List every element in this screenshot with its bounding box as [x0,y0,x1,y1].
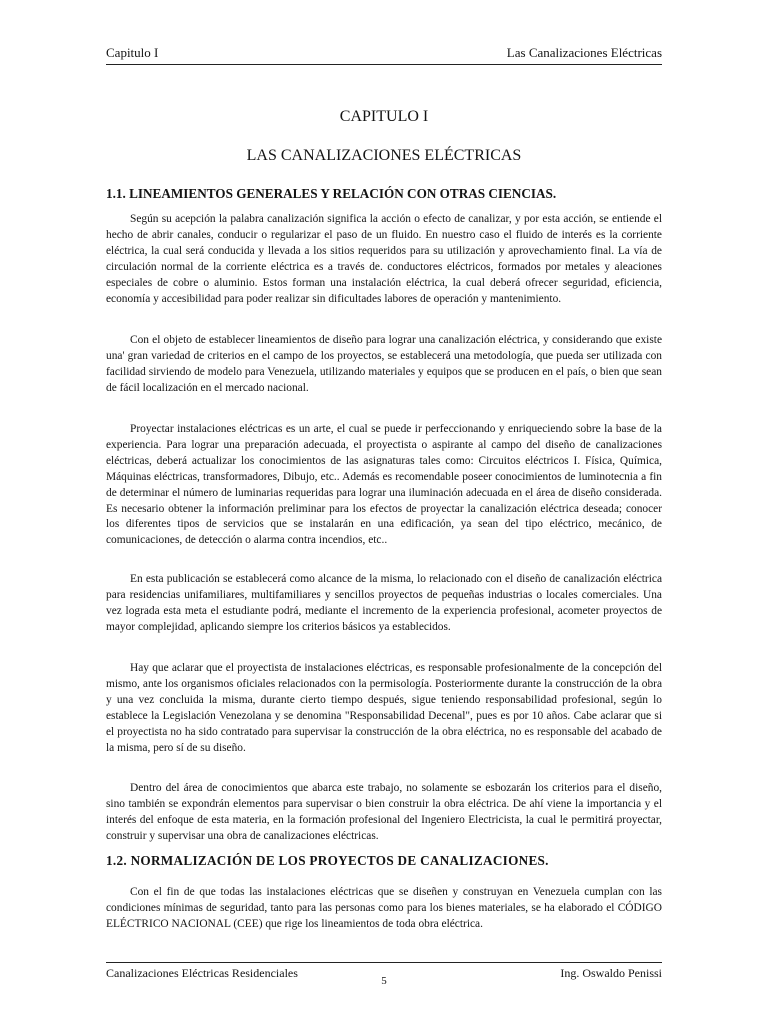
paragraph: Según su acepción la palabra canalización significa la acción o efecto de canalizar, y por esta acción, se entiende el hecho de abrir canales, conducir o regularizar el paso de un fluido. En nuestro caso el fluido de interés es la corriente eléctrica, la cual será conducida y llevada a los sitios requeridos para su utilización y aprovechamiento final. La vía de circulación normal de la corriente eléctrica es a través de. conductores eléctricos, formados por metales y aleaciones especiales de cobre o aluminio. Estos forman una instalación eléctrica, la cual deberá ofrecer seguridad, eficiencia, economía y accesibilidad para poder realizar sin dificultades labores de operación y mantenimiento. [106,213,662,305]
paragraph: Con el objeto de establecer lineamientos de diseño para lograr una canalización eléctrica, y considerando que existe una' gran variedad de criterios en el campo de los proyectos, se establecerá una metodología, que pueda ser utilizada con facilidad sirviendo de modelo para Venezuela, utilizando materiales y equipos que se producen en el país, o bien que sean de fácil localización en el mercado nacional. [106,334,662,394]
chapter-number: CAPITULO I [339,108,429,125]
footer-book-title: Canalizaciones Eléctricas Residenciales [106,966,298,980]
footer-author: Ing. Oswaldo Penissi [560,966,662,980]
page-number: 5 [381,975,387,987]
paragraph: Dentro del área de conocimientos que abarca este trabajo, no solamente se esbozarán los criterios para el diseño, sino también se expondrán elementos para supervisar o bien construir la obra eléctrica. De ahí viene la importancia y el interés del enfoque de esta materia, en la formación profesional del Ingeniero Electricista, la cual le permitirá proyectar, construir y supervisar una obra de canalizaciones eléctricas. [106,782,662,842]
paragraph: Proyectar instalaciones eléctricas es un arte, el cual se puede ir perfeccionando y enriqueciendo sobre la base de la experiencia. Para lograr una preparación adecuada, el proyectista o aspirante al campo del diseño de canalizaciones eléctricas, deberá actualizar los conocimientos de las asignaturas tales como: Circuitos eléctricos I. Física, Química, Máquinas eléctricas, transformadores, Dibujo, etc.. Además es recomendable poseer conocimientos de luminotecnia a fin de determinar el número de luminarias requeridas para lograr una iluminación adecuada en el área de diseño considerada. Es necesario obtener la información preliminar para los efectos de proyectar la canalización eléctrica deseada; conocer los diferentes tipos de servicios que se instalarán en una edificación, ya sean del tipo eléctrico, mecánico, de comunicaciones, de detección o alarma contra incendios, etc.. [106,423,662,547]
paragraph: Hay que aclarar que el proyectista de instalaciones eléctricas, es responsable profesionalmente de la concepción del mismo, ante los organismos oficiales relacionados con la permisología. Posteriormente durante la construcción de la obra y una vez concluida la misma, durante cierto tiempo después, sigue teniendo responsabilidad profesional, según lo establece la Legislación Venezolana y se denomina "Responsabilidad Decenal", pues es por 10 años. Cabe aclarar que si el proyectista no ha sido contratado para supervisar la construcción de la obra eléctrica, no es responsable del acabado de la misma, pero sí de su diseño. [106,662,662,754]
paragraph: Con el fin de que todas las instalaciones eléctricas que se diseñen y construyan en Venezuela cumplan con las condiciones mínimas de seguridad, tanto para las personas como para los bienes materiales, se ha elaborado el CÓDIGO ELÉCTRICO NACIONAL (CEE) que rige los lineamientos de toda obra eléctrica. [106,886,662,930]
chapter-title: LAS CANALIZACIONES ELÉCTRICAS [246,147,522,164]
running-header [106,44,662,65]
header-chapter-label: Capitulo I [106,45,159,60]
section-heading-1-1: 1.1. LINEAMIENTOS GENERALES Y RELACIÓN CON OTRAS CIENCIAS. [106,186,557,201]
header-topic-label: Las Canalizaciones Eléctricas [506,45,662,60]
section-heading-1-2: 1.2. NORMALIZACIÓN DE LOS PROYECTOS DE CANALIZACIONES. [106,853,549,868]
paragraph: En esta publicación se establecerá como alcance de la misma, lo relacionado con el diseño de canalización eléctrica para residencias unifamiliares, multifamiliares y sencillos proyectos de pequeñas industrias o locales comerciales. Una vez lograda esta meta el estudiante podrá, mediante el incremento de la experiencia profesional, acometer proyectos de mayor complejidad, aplicando siempre los criterios básicos ya establecidos. [106,573,662,633]
